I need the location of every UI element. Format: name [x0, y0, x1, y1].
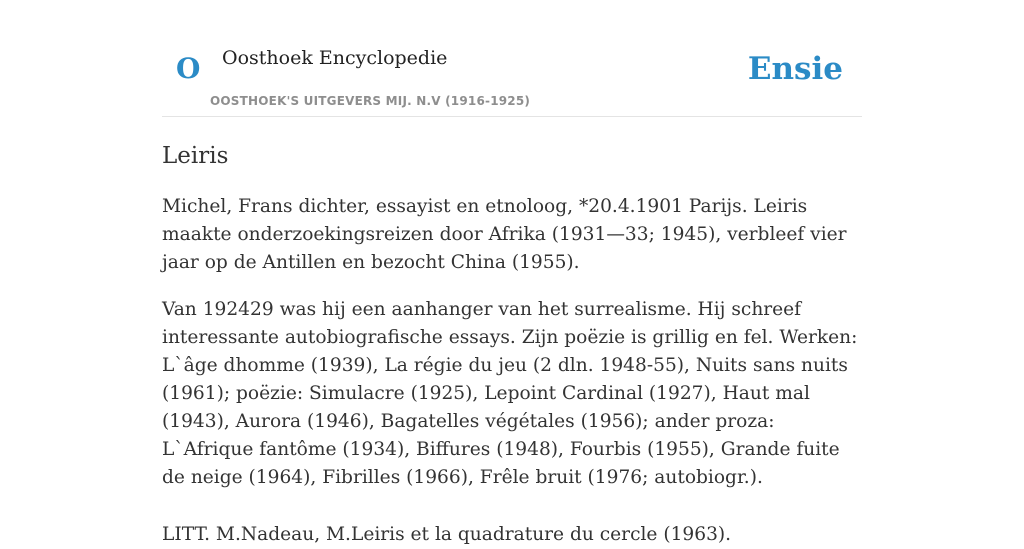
article-headword: Leiris	[162, 143, 229, 169]
publisher-label: OOSTHOEK'S UITGEVERS MIJ. N.V (1916-1925)	[210, 94, 531, 108]
literature-reference: LITT. M.Nadeau, M.Leiris et la quadrature du cercle (1963).	[162, 524, 732, 545]
article-paragraph: Michel, Frans dichter, essayist en etnoloog, *20.4.1901 Parijs. Leiris maakte onderzoekingsreizen door Afrika (1931—33; 1945), verbleef vier jaar op de Antillen en bezocht China (1955).	[162, 196, 847, 273]
page-container	[162, 0, 862, 549]
site-header	[162, 0, 862, 117]
article-paragraph: Van 192429 was hij een aanhanger van het surrealisme. Hij schreef interessante autobiografische essays. Zijn poëzie is grillig en fel. Werken: L`âge dhomme (1939), La régie du jeu (2 dln. 1948-55), Nuits sans nuits (1961); poëzie: Simulacre (1925), Lepoint Cardinal (1927), Haut mal (1943), Aurora (1946), Bagatelles végétales (1956); ander proza: L`Afrique fantôme (1934), Biffures (1948), Fourbis (1955), Grande fuite de neige (1964), Fibrilles (1966), Frêle bruit (1976; autobiogr.).	[162, 299, 858, 488]
logo-mark[interactable]: O	[176, 52, 201, 85]
site-title[interactable]: Oosthoek Encyclopedie	[222, 47, 448, 69]
brand-logo[interactable]: Ensie	[747, 51, 843, 87]
